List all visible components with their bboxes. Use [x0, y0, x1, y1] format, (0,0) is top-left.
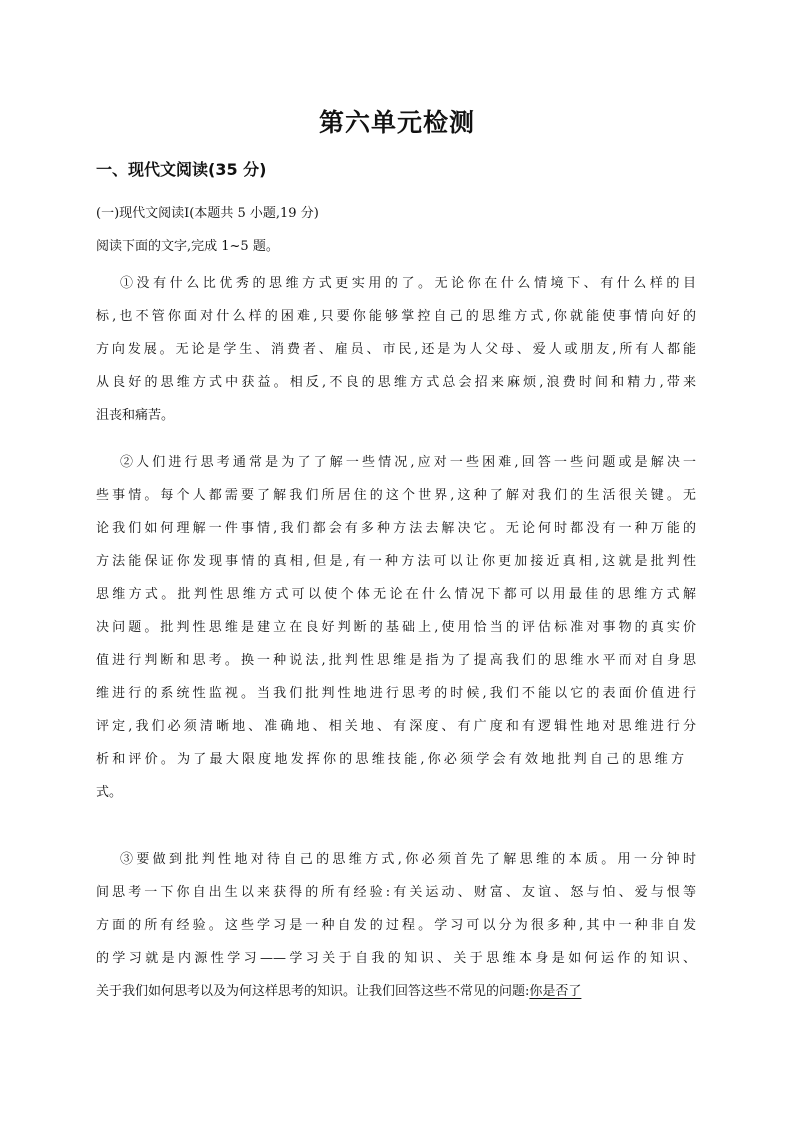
paragraph-line-text: 关于我们如何思考以及为何这样思考的知识。让我们回答这些不常见的问题:	[96, 984, 530, 999]
paragraph-line: 值进行判断和思考。换一种说法,批判性思维是指为了提高我们的思维水平而对自身思	[96, 653, 696, 668]
reading-instruction: 阅读下面的文字,完成 1~5 题。	[96, 239, 279, 254]
paragraph-line: 维进行的系统性监视。当我们批判性地进行思考的时候,我们不能以它的表面价值进行	[96, 686, 696, 701]
paragraph-last-line	[96, 984, 696, 1000]
paragraph-line: 式。	[96, 785, 123, 800]
paragraph-line: 思维方式。批判性思维方式可以使个体无论在什么情况下都可以用最佳的思维方式解	[96, 587, 696, 602]
underlined-question-text: 你是否了	[529, 984, 582, 999]
paragraph-line: 评定,我们必须清晰地、准确地、相关地、有深度、有广度和有逻辑性地对思维进行分	[96, 719, 696, 734]
paragraph-line: 方向发展。无论是学生、消费者、雇员、市民,还是为人父母、爱人或朋友,所有人都能	[96, 342, 696, 357]
paragraph-line: 的学习就是内源性学习——学习关于自我的知识、关于思维本身是如何运作的知识、	[96, 951, 696, 966]
paragraph-line: 方面的所有经验。这些学习是一种自发的过程。学习可以分为很多种,其中一种非自发	[96, 918, 696, 933]
paragraph-line: 间思考一下你自出生以来获得的所有经验:有关运动、财富、友谊、怒与怕、爱与恨等	[96, 885, 696, 900]
sub-heading: (一)现代文阅读Ⅰ(本题共 5 小题,19 分)	[96, 206, 319, 221]
paragraph-line: 方法能保证你发现事情的真相,但是,有一种方法可以让你更加接近真相,这就是批判性	[96, 554, 696, 569]
paragraph-line: 些事情。每个人都需要了解我们所居住的这个世界,这种了解对我们的生活很关键。无	[96, 488, 696, 503]
paragraph-line: ①没有什么比优秀的思维方式更实用的了。无论你在什么情境下、有什么样的目	[120, 276, 696, 291]
paragraph-line: 从良好的思维方式中获益。相反,不良的思维方式总会招来麻烦,浪费时间和精力,带来	[96, 375, 696, 390]
paragraph-line: ②人们进行思考通常是为了了解一些情况,应对一些困难,回答一些问题或是解决一	[120, 455, 696, 470]
paragraph-line: ③要做到批判性地对待自己的思维方式,你必须首先了解思维的本质。用一分钟时	[120, 852, 696, 867]
paragraph-line: 析和评价。为了最大限度地发挥你的思维技能,你必须学会有效地批判自己的思维方	[96, 752, 684, 767]
document-title: 第六单元检测	[318, 108, 475, 137]
paragraph-line: 论我们如何理解一件事情,我们都会有多种方法去解决它。无论何时都没有一种万能的	[96, 521, 696, 536]
paragraph-line: 沮丧和痛苦。	[96, 408, 175, 423]
paragraph-line: 标,也不管你面对什么样的困难,只要你能够掌控自己的思维方式,你就能使事情向好的	[96, 309, 696, 324]
paragraph-line: 决问题。批判性思维是建立在良好判断的基础上,使用恰当的评估标准对事物的真实价	[96, 620, 696, 635]
section-heading: 一、现代文阅读(35 分)	[96, 160, 267, 179]
